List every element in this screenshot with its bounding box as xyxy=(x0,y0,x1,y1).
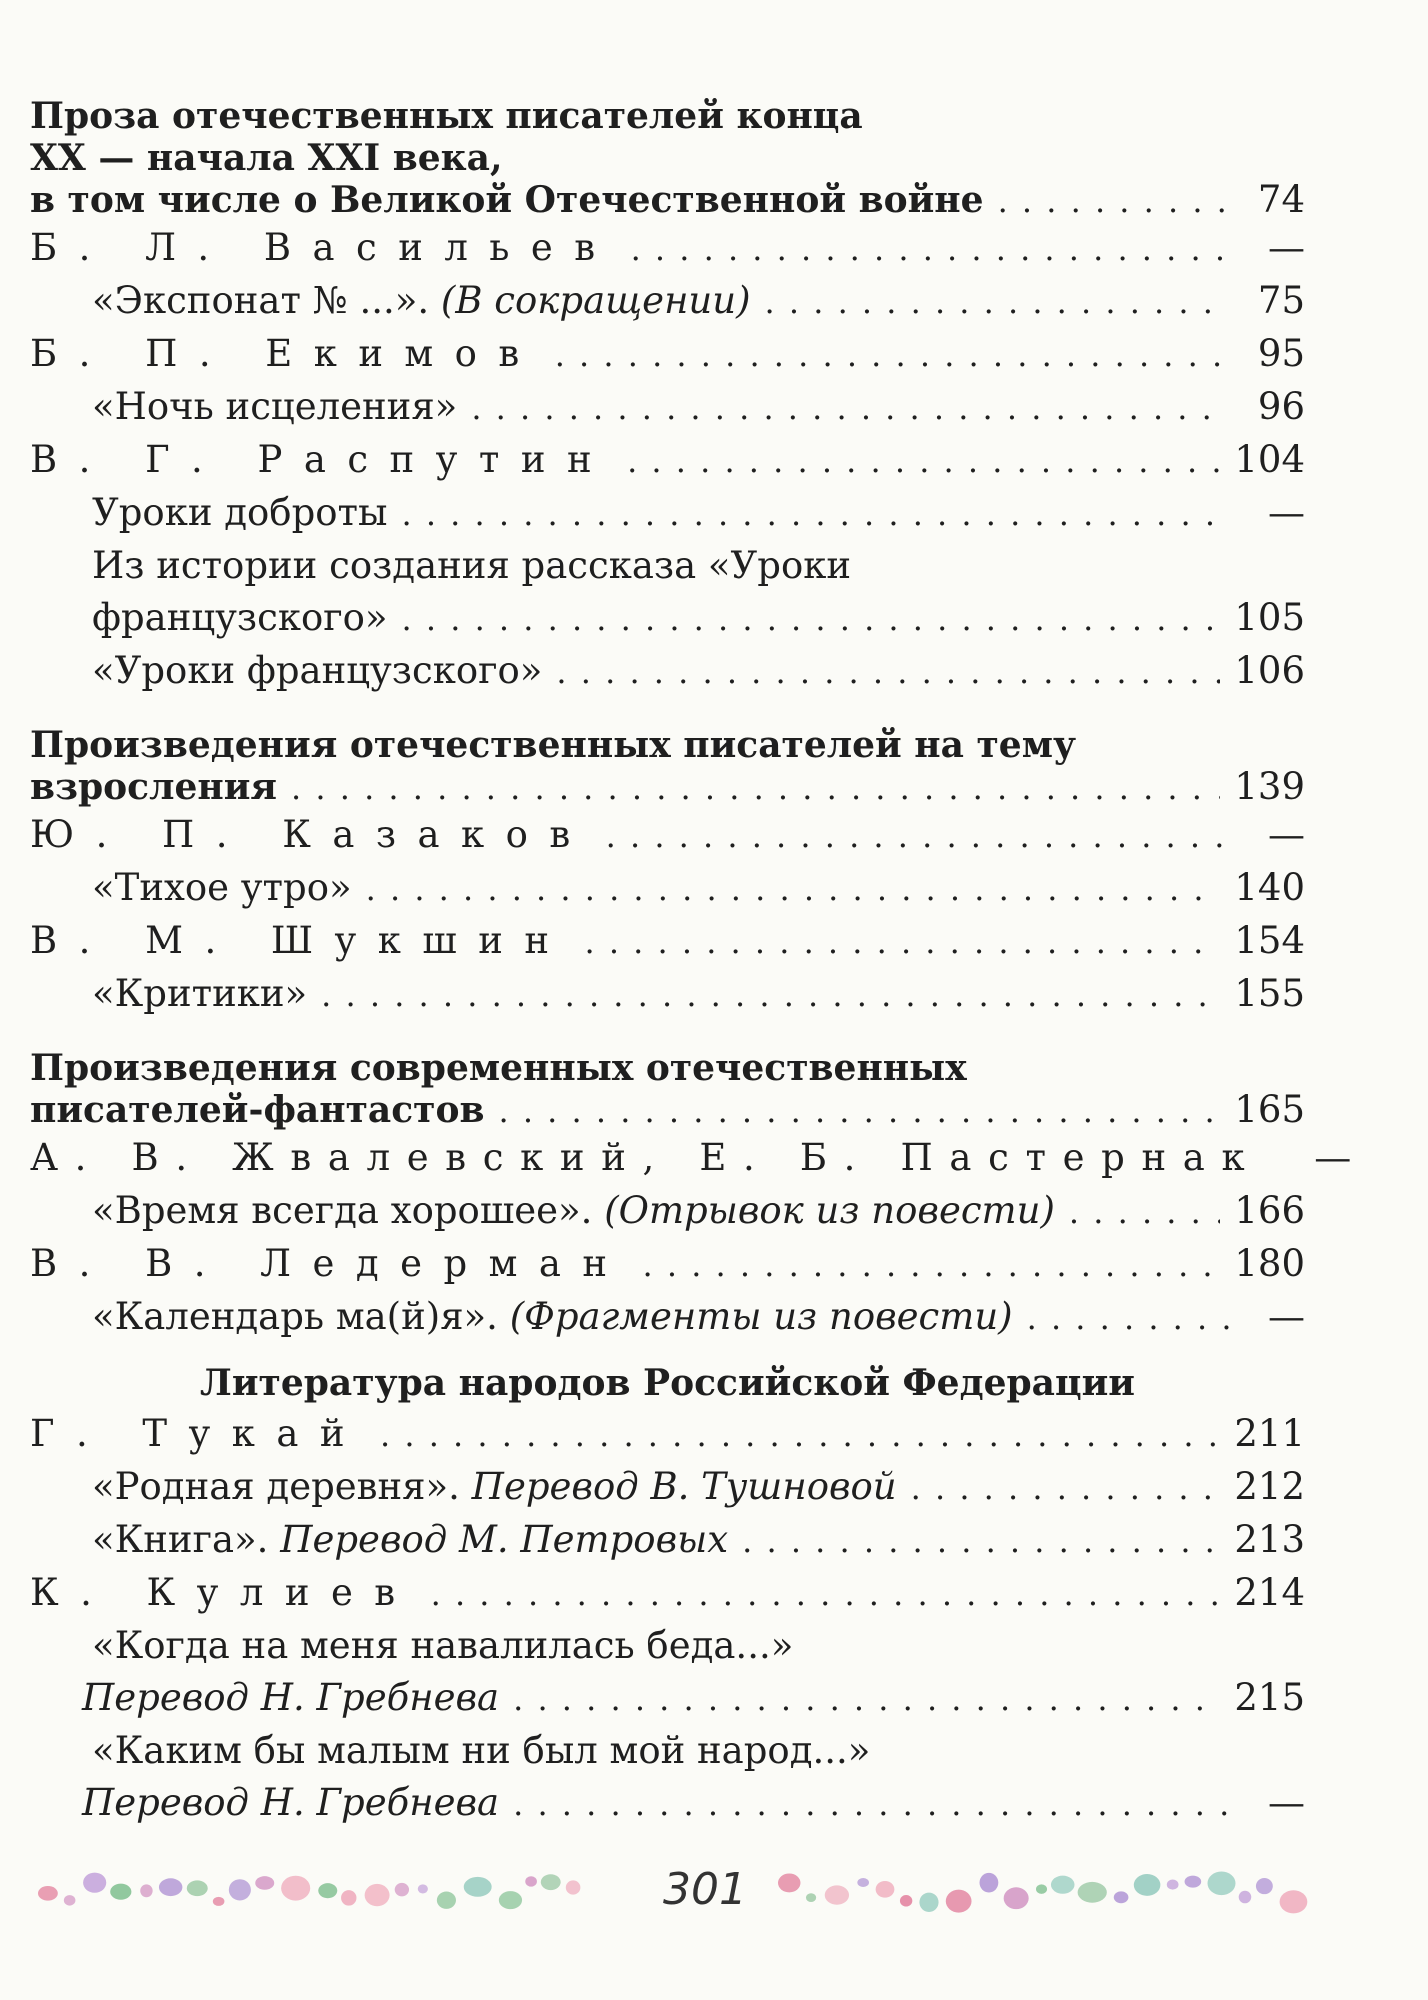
page-number: — xyxy=(1268,813,1305,856)
page-number: — xyxy=(1268,1781,1305,1824)
page-footer xyxy=(30,1855,1320,1925)
work-note: (Фрагменты из повести) xyxy=(509,1295,1013,1338)
decorative-dot xyxy=(281,1876,310,1901)
page-number: 140 xyxy=(1234,866,1305,909)
section-heading-line: Проза отечественных писателей конца xyxy=(30,95,863,137)
leader-dots xyxy=(291,767,1220,809)
decorative-dot xyxy=(1256,1878,1273,1894)
decorative-dot xyxy=(825,1885,849,1904)
page-number: 74 xyxy=(1257,178,1305,221)
work-title: «Экспонат № ...». xyxy=(92,279,430,322)
page-number: 154 xyxy=(1234,919,1305,962)
section-heading-line: Произведения отечественных писателей на тему xyxy=(30,724,1077,766)
work-entry[interactable]: «Тихое утро» . . . 140 xyxy=(30,862,1305,915)
page-number: — xyxy=(1268,226,1305,269)
decorative-dot xyxy=(1208,1872,1236,1896)
decorative-dot xyxy=(255,1876,274,1890)
work-entry-line: «Каким бы малым ни был мой народ...» xyxy=(92,1729,871,1772)
work-entry[interactable] xyxy=(30,1777,1305,1830)
decorative-dot xyxy=(83,1873,106,1893)
page-number: 165 xyxy=(1234,1088,1305,1131)
work-title: «Книга». xyxy=(92,1518,269,1561)
leader-dots xyxy=(627,435,1220,487)
author-entry[interactable]: В. В. Ледерман . . . 180 xyxy=(30,1238,1305,1291)
work-note: (Отрывок из повести) xyxy=(604,1189,1055,1232)
leader-dots xyxy=(555,329,1229,381)
decorative-dot xyxy=(525,1876,537,1886)
page-number: 75 xyxy=(1257,279,1305,322)
page-number: 166 xyxy=(1234,1189,1305,1232)
leader-dots xyxy=(431,1568,1221,1620)
decorative-dot xyxy=(1239,1891,1252,1904)
toc-section xyxy=(30,95,1305,698)
decorative-dot xyxy=(499,1891,522,1909)
decorative-dot xyxy=(464,1877,492,1897)
page-number: — xyxy=(1268,1295,1305,1338)
leader-dots xyxy=(911,1462,1221,1514)
work-entry-line: Из истории создания рассказа «Уроки xyxy=(92,544,852,587)
decorative-dot xyxy=(900,1895,912,1907)
decorative-dot xyxy=(395,1883,409,1896)
work-entry[interactable]: французского» . . . 105 xyxy=(30,592,1305,645)
decorative-dot xyxy=(159,1878,182,1896)
decorative-dot xyxy=(213,1897,225,1906)
section-gap xyxy=(30,698,1305,724)
leader-dots xyxy=(380,1409,1220,1461)
decorative-dot xyxy=(1185,1876,1202,1888)
decorative-dot xyxy=(229,1879,251,1900)
decorative-dot xyxy=(418,1884,428,1893)
work-entry[interactable]: Уроки доброты . . . — xyxy=(30,487,1305,540)
decorative-dot xyxy=(1114,1891,1129,1903)
work-entry[interactable] xyxy=(30,1185,1305,1238)
page-number: 105 xyxy=(1234,596,1305,639)
work-title: «Календарь ма(й)я». xyxy=(92,1295,498,1338)
decorative-dot xyxy=(64,1895,76,1905)
decorative-dot xyxy=(38,1886,58,1901)
leader-dots xyxy=(556,646,1220,698)
decorative-dot xyxy=(140,1884,152,1897)
author-entry[interactable]: Г. Тукай . . . 211 xyxy=(30,1408,1305,1461)
page-number: 180 xyxy=(1234,1242,1305,1285)
toc-section xyxy=(30,724,1305,1021)
work-entry[interactable]: «Ночь исцеления» . . . 96 xyxy=(30,381,1305,434)
decorative-dot xyxy=(1167,1880,1179,1890)
leader-dots xyxy=(584,916,1220,968)
work-entry[interactable] xyxy=(30,1514,1305,1567)
decorative-dot xyxy=(980,1873,999,1893)
toc-section xyxy=(30,1358,1305,1830)
toc-section xyxy=(30,1047,1352,1344)
author-entry[interactable]: Ю. П. Казаков . . . — xyxy=(30,809,1305,862)
decorative-dot xyxy=(857,1878,869,1887)
work-entry[interactable] xyxy=(30,1672,1305,1725)
decorative-dot xyxy=(806,1893,816,1902)
leader-dots xyxy=(498,1090,1220,1132)
leader-dots xyxy=(742,1515,1220,1567)
center-heading: Литература народов Российской Федерации xyxy=(200,1362,1135,1404)
leader-dots xyxy=(998,180,1229,222)
leader-dots xyxy=(471,382,1229,434)
decorative-dots-left xyxy=(30,1863,590,1919)
page-number: — xyxy=(1268,491,1305,534)
page-number: 214 xyxy=(1234,1571,1305,1614)
page-number: — xyxy=(1314,1136,1352,1179)
decorative-dot xyxy=(876,1881,895,1898)
page-number: 106 xyxy=(1234,649,1305,692)
author-entry[interactable]: Б. Л. Васильев . . . — xyxy=(30,222,1305,275)
work-note: Перевод М. Петровых xyxy=(280,1518,729,1561)
page-number: 96 xyxy=(1257,385,1305,428)
decorative-dot xyxy=(110,1884,131,1900)
leader-dots xyxy=(402,593,1221,645)
work-title: «Время всегда хорошее». xyxy=(92,1189,593,1232)
leader-dots xyxy=(401,488,1229,540)
section-heading-line: XX — начала XXI века, xyxy=(30,137,503,179)
decorative-dot xyxy=(187,1880,208,1896)
author-entry[interactable]: В. М. Шукшин . . . 154 xyxy=(30,915,1305,968)
page-number: 212 xyxy=(1234,1465,1305,1508)
work-entry[interactable] xyxy=(30,1461,1305,1514)
section-heading-entry[interactable]: в том числе о Великой Отечественной войне . . . 74 xyxy=(30,179,1305,222)
author-entry[interactable]: Б. П. Екимов . . . 95 xyxy=(30,328,1305,381)
page-number: 139 xyxy=(1234,765,1305,808)
author-entry[interactable]: А. В. Жвалевский, Е. Б. Пастернак — xyxy=(30,1132,1305,1185)
translation-note: Перевод Н. Гребнева xyxy=(82,1676,500,1719)
decorative-dot xyxy=(1004,1887,1029,1909)
decorative-dot xyxy=(318,1883,337,1898)
decorative-dots-right xyxy=(770,1863,1320,1919)
page-number: 95 xyxy=(1257,332,1305,375)
leader-dots xyxy=(1069,1186,1220,1238)
leader-dots xyxy=(366,863,1221,915)
work-entry[interactable]: «Уроки французского» . . . 106 xyxy=(30,645,1305,698)
work-entry[interactable] xyxy=(30,275,1305,328)
decorative-dot xyxy=(341,1890,356,1905)
section-heading-entry[interactable]: взросления . . . 139 xyxy=(30,766,1305,809)
section-gap xyxy=(30,1344,1305,1358)
work-title: «Родная деревня». xyxy=(92,1465,460,1508)
leader-dots xyxy=(321,969,1220,1021)
decorative-dot xyxy=(1134,1874,1161,1896)
work-entry[interactable] xyxy=(30,1291,1305,1344)
decorative-dot xyxy=(365,1884,390,1906)
leader-dots xyxy=(513,1673,1220,1725)
decorative-dot xyxy=(1036,1884,1047,1894)
page-number: 104 xyxy=(1234,438,1305,481)
decorative-dot xyxy=(919,1893,938,1912)
author-entry[interactable]: К. Кулиев . . . 214 xyxy=(30,1567,1305,1620)
work-entry-line: «Когда на меня навалилась беда...» xyxy=(92,1624,794,1667)
author-entry[interactable]: В. Г. Распутин . . . 104 xyxy=(30,434,1305,487)
section-heading-entry[interactable]: писателей-фантастов . . . 165 xyxy=(30,1089,1305,1132)
page-number: 211 xyxy=(1234,1412,1305,1455)
page-number: 215 xyxy=(1234,1676,1305,1719)
table-of-contents xyxy=(30,95,1352,1830)
work-note: (В сокращении) xyxy=(440,279,751,322)
page-number-footer: 301 xyxy=(663,1864,747,1915)
decorative-dot xyxy=(437,1892,456,1909)
leader-dots xyxy=(1027,1292,1229,1344)
leader-dots xyxy=(606,810,1229,862)
page-number: 155 xyxy=(1234,972,1305,1015)
decorative-dot xyxy=(946,1890,972,1913)
decorative-dot xyxy=(566,1880,581,1894)
work-note: Перевод В. Тушновой xyxy=(471,1465,897,1508)
decorative-dot xyxy=(1078,1882,1107,1903)
page-number: 213 xyxy=(1234,1518,1305,1561)
leader-dots xyxy=(643,1239,1221,1291)
section-heading-line: Произведения современных отечественных xyxy=(30,1047,967,1089)
section-gap xyxy=(30,1021,1305,1047)
translation-note: Перевод Н. Гребнева xyxy=(82,1781,500,1824)
leader-dots xyxy=(631,223,1229,275)
leader-dots xyxy=(765,276,1229,328)
decorative-dot xyxy=(1051,1876,1075,1894)
work-entry[interactable]: «Критики» . . . 155 xyxy=(30,968,1305,1021)
decorative-dot xyxy=(1280,1890,1308,1913)
decorative-dot xyxy=(778,1873,800,1892)
leader-dots xyxy=(513,1778,1229,1830)
decorative-dot xyxy=(541,1874,561,1890)
